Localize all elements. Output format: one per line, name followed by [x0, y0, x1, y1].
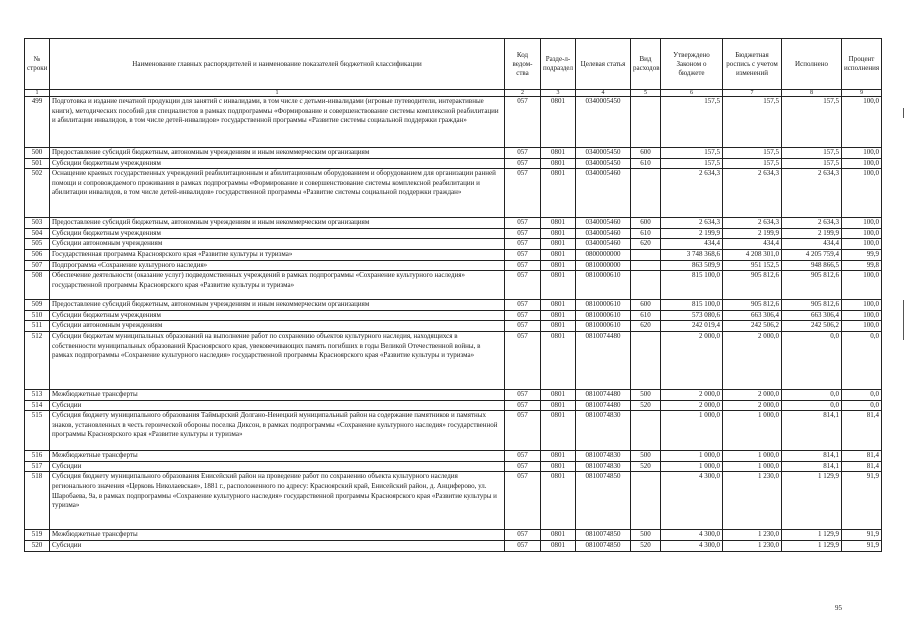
row-executed: 0,0 — [782, 389, 842, 400]
row-approved: 1 000,0 — [661, 411, 723, 451]
row-executed: 2 634,3 — [782, 218, 842, 229]
row-name: Государственная программа Красноярского края «Развитие культуры и туризма» — [50, 249, 505, 260]
budget-table — [24, 38, 882, 552]
row-code: 057 — [505, 218, 541, 229]
row-number: 511 — [25, 321, 50, 332]
row-code: 057 — [505, 321, 541, 332]
row-budget: 2 000,0 — [723, 400, 782, 411]
row-section: 0801 — [541, 461, 576, 472]
row-percent: 100,0 — [842, 169, 882, 218]
row-target: 0810000610 — [576, 321, 631, 332]
row-number: 504 — [25, 228, 50, 239]
row-code: 057 — [505, 169, 541, 218]
row-name: Субсидия бюджету муниципального образования Енисейский район на проведение работ по сохранению объекта культурного наследия регионального значения «Церковь Николаевская», 1881 г., расположенного по адресу: Красноярский край, Енисейский район, д. Анциферово, ул. Шаробаева, 9а, в рамках подпрограммы «Сохранение культурного наследия» государственной программы Красноярского края «Развитие культуры и туризма» — [50, 472, 505, 530]
header-target: Целевая статья — [576, 39, 631, 90]
row-section: 0801 — [541, 472, 576, 530]
row-expense-type: 500 — [631, 451, 661, 462]
row-code: 057 — [505, 260, 541, 271]
row-expense-type: 600 — [631, 148, 661, 159]
table-row — [25, 148, 882, 159]
row-section: 0801 — [541, 228, 576, 239]
column-index: 1 — [25, 90, 50, 97]
row-approved: 157,5 — [661, 158, 723, 169]
row-budget: 157,5 — [723, 97, 782, 148]
row-target: 0810074850 — [576, 530, 631, 541]
row-approved: 4 300,0 — [661, 530, 723, 541]
row-executed: 814,1 — [782, 461, 842, 472]
row-code: 057 — [505, 472, 541, 530]
row-name: Межбюджетные трансферты — [50, 389, 505, 400]
row-section: 0801 — [541, 530, 576, 541]
row-section: 0801 — [541, 540, 576, 551]
table-row — [25, 451, 882, 462]
row-number: 508 — [25, 271, 50, 300]
row-code: 057 — [505, 400, 541, 411]
row-approved: 242 019,4 — [661, 321, 723, 332]
row-name: Субсидия бюджету муниципального образования Таймырский Долгано-Ненецкий муниципальный район на содержание памятников и памятных знаков, установленных в честь героической обороны поселка Диксон, в рамках подпрограммы «Сохранение культурного наследия» государственной программы Красноярского края «Развитие культуры и туризма» — [50, 411, 505, 451]
row-number: 506 — [25, 249, 50, 260]
row-executed: 242 506,2 — [782, 321, 842, 332]
row-percent: 100,0 — [842, 239, 882, 250]
row-number: 500 — [25, 148, 50, 159]
row-code: 057 — [505, 158, 541, 169]
row-section: 0801 — [541, 239, 576, 250]
row-percent: 99,8 — [842, 260, 882, 271]
row-section: 0801 — [541, 331, 576, 389]
row-approved: 2 000,0 — [661, 331, 723, 389]
row-budget: 1 230,0 — [723, 540, 782, 551]
row-code: 057 — [505, 97, 541, 148]
row-section: 0801 — [541, 158, 576, 169]
table-row — [25, 400, 882, 411]
page-number: 95 — [835, 604, 842, 612]
row-expense-type: 610 — [631, 310, 661, 321]
row-expense-type: 600 — [631, 300, 661, 311]
row-name: Предоставление субсидий бюджетным, автономным учреждениям и иным некоммерческим организациям — [50, 300, 505, 311]
row-approved: 573 080,6 — [661, 310, 723, 321]
row-percent: 81,4 — [842, 411, 882, 451]
row-code: 057 — [505, 239, 541, 250]
row-expense-type — [631, 249, 661, 260]
row-budget: 905 812,6 — [723, 271, 782, 300]
row-expense-type — [631, 169, 661, 218]
row-number: 514 — [25, 400, 50, 411]
table-row — [25, 169, 882, 218]
row-budget: 1 000,0 — [723, 461, 782, 472]
row-expense-type: 520 — [631, 540, 661, 551]
row-executed: 814,1 — [782, 451, 842, 462]
row-percent: 100,0 — [842, 310, 882, 321]
row-percent: 81,4 — [842, 451, 882, 462]
row-executed: 905 812,6 — [782, 271, 842, 300]
row-percent: 100,0 — [842, 97, 882, 148]
header-section: Разде-л-подраздел — [541, 39, 576, 90]
row-target: 0810074830 — [576, 411, 631, 451]
margin-mark — [903, 108, 904, 118]
row-approved: 4 300,0 — [661, 472, 723, 530]
row-name: Предоставление субсидий бюджетным, автономным учреждениям и иным некоммерческим организациям — [50, 218, 505, 229]
row-number: 503 — [25, 218, 50, 229]
table-row — [25, 530, 882, 541]
row-number: 505 — [25, 239, 50, 250]
row-name: Субсидии — [50, 461, 505, 472]
row-target: 0800000000 — [576, 249, 631, 260]
row-name: Подпрограмма «Сохранение культурного наследия» — [50, 260, 505, 271]
row-section: 0801 — [541, 451, 576, 462]
column-index: 4 — [576, 90, 631, 97]
row-name: Обеспечение деятельности (оказание услуг) подведомственных учреждений в рамках подпрограммы «Сохранение культурного наследия» государственной программы Красноярского края «Развитие культуры и туризма» — [50, 271, 505, 300]
row-approved: 2 199,9 — [661, 228, 723, 239]
row-expense-type: 520 — [631, 400, 661, 411]
row-target: 0810000610 — [576, 300, 631, 311]
row-number: 507 — [25, 260, 50, 271]
row-name: Межбюджетные трансферты — [50, 451, 505, 462]
row-name: Субсидии бюджетам муниципальных образований на выполнение работ по сохранению объектов культурного наследия, находящихся в собственности муниципальных образований Красноярского края, увековечивающих память погибших в годы Великой Отечественной войны, в рамках подпрограммы «Сохранение культурного наследия» государственной программы Красноярского края «Развитие культуры и туризма» — [50, 331, 505, 389]
row-target: 0810000000 — [576, 260, 631, 271]
row-executed: 814,1 — [782, 411, 842, 451]
row-percent: 91,9 — [842, 540, 882, 551]
row-percent: 100,0 — [842, 321, 882, 332]
row-budget: 663 306,4 — [723, 310, 782, 321]
row-target: 0340005460 — [576, 169, 631, 218]
table-row — [25, 228, 882, 239]
table-body — [25, 97, 882, 552]
row-code: 057 — [505, 331, 541, 389]
row-target: 0810074480 — [576, 331, 631, 389]
row-percent: 91,9 — [842, 472, 882, 530]
column-index: 9 — [842, 90, 882, 97]
row-section: 0801 — [541, 97, 576, 148]
row-approved: 863 509,9 — [661, 260, 723, 271]
row-budget: 434,4 — [723, 239, 782, 250]
table-row — [25, 97, 882, 148]
row-section: 0801 — [541, 321, 576, 332]
column-index: 8 — [782, 90, 842, 97]
header-code: Код ведом-ства — [505, 39, 541, 90]
row-section: 0801 — [541, 260, 576, 271]
row-target: 0810000610 — [576, 271, 631, 300]
row-executed: 4 205 759,4 — [782, 249, 842, 260]
row-code: 057 — [505, 148, 541, 159]
row-percent: 0,0 — [842, 389, 882, 400]
row-name: Оснащение краевых государственных учреждений реабилитационным и абилитационным оборудованием и оборудованием для организации ранней помощи и сопровождаемого проживания в рамках подпрограммы «Формирование и совершенствование системы комплексной реабилитации и абилитации инвалидов, в том числе детей-инвалидов» государственной программы «Развитие системы социальной поддержки граждан» — [50, 169, 505, 218]
row-percent: 99,9 — [842, 249, 882, 260]
row-name: Субсидии автономным учреждениям — [50, 239, 505, 250]
row-target: 0340005450 — [576, 148, 631, 159]
row-name: Предоставление субсидий бюджетным, автономным учреждениям и иным некоммерческим организациям — [50, 148, 505, 159]
row-number: 513 — [25, 389, 50, 400]
column-index: 6 — [661, 90, 723, 97]
row-code: 057 — [505, 310, 541, 321]
row-name: Субсидии — [50, 540, 505, 551]
row-target: 0340005460 — [576, 218, 631, 229]
row-target: 0810074850 — [576, 472, 631, 530]
row-approved: 1 000,0 — [661, 451, 723, 462]
row-budget: 2 000,0 — [723, 331, 782, 389]
row-percent: 100,0 — [842, 148, 882, 159]
row-executed: 2 634,3 — [782, 169, 842, 218]
row-budget: 1 230,0 — [723, 472, 782, 530]
column-index: 1 — [50, 90, 505, 97]
row-budget: 157,5 — [723, 148, 782, 159]
row-executed: 1 129,9 — [782, 540, 842, 551]
row-code: 057 — [505, 249, 541, 260]
row-number: 518 — [25, 472, 50, 530]
row-section: 0801 — [541, 271, 576, 300]
row-budget: 2 199,9 — [723, 228, 782, 239]
row-target: 0810074480 — [576, 389, 631, 400]
row-target: 0810074850 — [576, 540, 631, 551]
row-percent: 100,0 — [842, 271, 882, 300]
column-index-row — [25, 90, 882, 97]
row-executed: 1 129,9 — [782, 472, 842, 530]
header-executed: Исполнено — [782, 39, 842, 90]
row-approved: 3 748 368,6 — [661, 249, 723, 260]
row-approved: 815 100,0 — [661, 271, 723, 300]
row-code: 057 — [505, 530, 541, 541]
column-index: 5 — [631, 90, 661, 97]
table-row — [25, 461, 882, 472]
row-target: 0810074830 — [576, 461, 631, 472]
row-expense-type — [631, 97, 661, 148]
header-percent: Процент исполнения — [842, 39, 882, 90]
row-code: 057 — [505, 451, 541, 462]
row-percent: 100,0 — [842, 300, 882, 311]
row-expense-type: 500 — [631, 389, 661, 400]
row-section: 0801 — [541, 300, 576, 311]
table-row — [25, 331, 882, 389]
row-approved: 434,4 — [661, 239, 723, 250]
row-number: 509 — [25, 300, 50, 311]
row-number: 515 — [25, 411, 50, 451]
row-approved: 2 634,3 — [661, 169, 723, 218]
row-budget: 1 000,0 — [723, 411, 782, 451]
header-expense-type: Вид расходов — [631, 39, 661, 90]
row-code: 057 — [505, 389, 541, 400]
row-target: 0810000610 — [576, 310, 631, 321]
row-number: 519 — [25, 530, 50, 541]
row-expense-type — [631, 411, 661, 451]
row-section: 0801 — [541, 249, 576, 260]
row-approved: 157,5 — [661, 148, 723, 159]
row-code: 057 — [505, 228, 541, 239]
row-name: Подготовка и издание печатной продукции для занятий с инвалидами, в том числе с детьми-инвалидами (игровые путеводители, интерактивные книги), методических пособий для специалистов в рамках подпрограммы «Формирование и совершенствование системы комплексной реабилитации и абилитации инвалидов, в том числе детей-инвалидов» государственной программы «Развитие системы социальной поддержки граждан» — [50, 97, 505, 148]
row-budget: 4 208 301,0 — [723, 249, 782, 260]
row-executed: 0,0 — [782, 331, 842, 389]
row-approved: 157,5 — [661, 97, 723, 148]
row-target: 0340005460 — [576, 239, 631, 250]
row-expense-type: 520 — [631, 461, 661, 472]
row-executed: 434,4 — [782, 239, 842, 250]
row-budget: 157,5 — [723, 158, 782, 169]
row-section: 0801 — [541, 389, 576, 400]
header-row — [25, 39, 882, 90]
row-number: 501 — [25, 158, 50, 169]
header-name: Наименование главных распорядителей и наименование показателей бюджетной классификации — [50, 39, 505, 90]
row-name: Субсидии — [50, 400, 505, 411]
row-target: 0340005450 — [576, 158, 631, 169]
row-section: 0801 — [541, 411, 576, 451]
row-expense-type: 620 — [631, 239, 661, 250]
row-budget: 2 000,0 — [723, 389, 782, 400]
column-index: 2 — [505, 90, 541, 97]
row-name: Субсидии бюджетным учреждениям — [50, 310, 505, 321]
budget-table-sheet — [24, 38, 881, 552]
row-executed: 2 199,9 — [782, 228, 842, 239]
row-executed: 157,5 — [782, 97, 842, 148]
row-name: Субсидии бюджетным учреждениям — [50, 228, 505, 239]
row-code: 057 — [505, 540, 541, 551]
table-row — [25, 249, 882, 260]
row-executed: 1 129,9 — [782, 530, 842, 541]
row-percent: 0,0 — [842, 331, 882, 389]
row-budget: 951 152,5 — [723, 260, 782, 271]
row-section: 0801 — [541, 148, 576, 159]
row-approved: 4 300,0 — [661, 540, 723, 551]
row-executed: 157,5 — [782, 148, 842, 159]
row-executed: 663 306,4 — [782, 310, 842, 321]
column-index: 3 — [541, 90, 576, 97]
row-name: Субсидии автономным учреждениям — [50, 321, 505, 332]
row-expense-type: 600 — [631, 218, 661, 229]
table-row — [25, 540, 882, 551]
row-section: 0801 — [541, 218, 576, 229]
header-budget-list: Бюджетная роспись с учетом изменений — [723, 39, 782, 90]
row-expense-type — [631, 331, 661, 389]
row-code: 057 — [505, 461, 541, 472]
row-target: 0810074480 — [576, 400, 631, 411]
row-target: 0340005450 — [576, 97, 631, 148]
row-percent: 0,0 — [842, 400, 882, 411]
table-row — [25, 218, 882, 229]
row-number: 516 — [25, 451, 50, 462]
row-budget: 905 812,6 — [723, 300, 782, 311]
row-budget: 2 634,3 — [723, 218, 782, 229]
row-approved: 2 634,3 — [661, 218, 723, 229]
row-percent: 100,0 — [842, 218, 882, 229]
row-number: 499 — [25, 97, 50, 148]
row-approved: 815 100,0 — [661, 300, 723, 311]
row-number: 502 — [25, 169, 50, 218]
row-target: 0810074830 — [576, 451, 631, 462]
row-expense-type: 610 — [631, 158, 661, 169]
row-expense-type — [631, 271, 661, 300]
table-row — [25, 310, 882, 321]
row-budget: 1 000,0 — [723, 451, 782, 462]
row-expense-type: 500 — [631, 530, 661, 541]
row-approved: 1 000,0 — [661, 461, 723, 472]
column-index: 7 — [723, 90, 782, 97]
table-row — [25, 158, 882, 169]
row-expense-type — [631, 260, 661, 271]
row-budget: 1 230,0 — [723, 530, 782, 541]
row-expense-type: 620 — [631, 321, 661, 332]
table-row — [25, 411, 882, 451]
table-row — [25, 260, 882, 271]
row-name: Субсидии бюджетным учреждениям — [50, 158, 505, 169]
row-number: 510 — [25, 310, 50, 321]
margin-mark — [903, 300, 904, 340]
table-row — [25, 472, 882, 530]
row-percent: 81,4 — [842, 461, 882, 472]
row-expense-type: 610 — [631, 228, 661, 239]
table-row — [25, 271, 882, 300]
row-section: 0801 — [541, 400, 576, 411]
row-executed: 905 812,6 — [782, 300, 842, 311]
row-name: Межбюджетные трансферты — [50, 530, 505, 541]
row-code: 057 — [505, 300, 541, 311]
row-number: 512 — [25, 331, 50, 389]
row-code: 057 — [505, 271, 541, 300]
table-row — [25, 239, 882, 250]
row-number: 517 — [25, 461, 50, 472]
row-percent: 100,0 — [842, 158, 882, 169]
table-row — [25, 321, 882, 332]
table-row — [25, 389, 882, 400]
row-executed: 948 866,5 — [782, 260, 842, 271]
row-budget: 242 506,2 — [723, 321, 782, 332]
row-approved: 2 000,0 — [661, 389, 723, 400]
row-percent: 91,9 — [842, 530, 882, 541]
row-code: 057 — [505, 411, 541, 451]
row-executed: 157,5 — [782, 158, 842, 169]
row-section: 0801 — [541, 169, 576, 218]
row-percent: 100,0 — [842, 228, 882, 239]
header-approved: Утверждено Законом о бюджете — [661, 39, 723, 90]
header-row-no: № строки — [25, 39, 50, 90]
row-expense-type — [631, 472, 661, 530]
row-budget: 2 634,3 — [723, 169, 782, 218]
row-executed: 0,0 — [782, 400, 842, 411]
row-approved: 2 000,0 — [661, 400, 723, 411]
table-row — [25, 300, 882, 311]
row-target: 0340005460 — [576, 228, 631, 239]
row-section: 0801 — [541, 310, 576, 321]
row-number: 520 — [25, 540, 50, 551]
